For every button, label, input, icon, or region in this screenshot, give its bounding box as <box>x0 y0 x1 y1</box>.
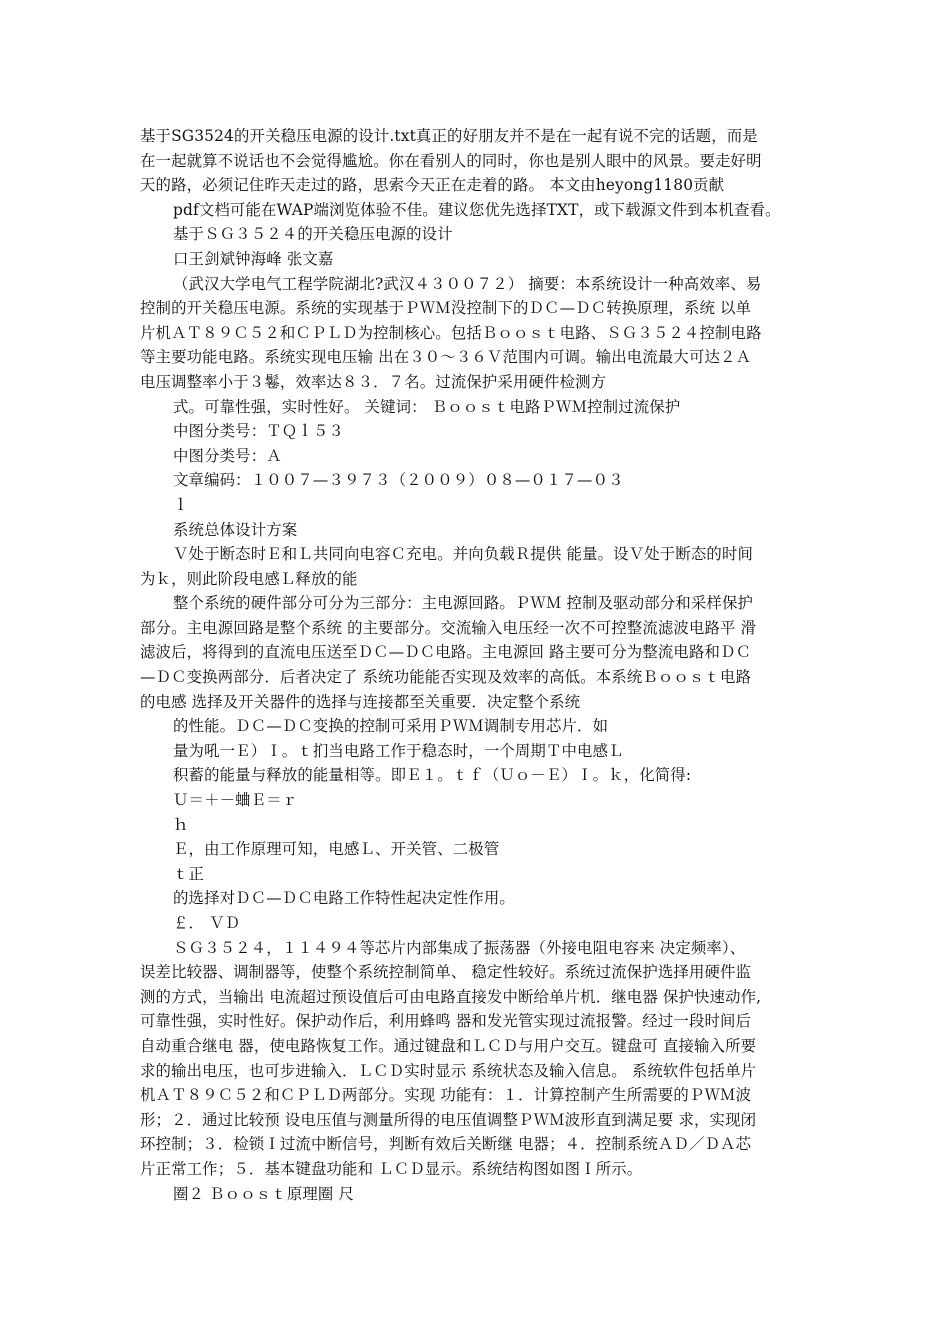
text-line: 积蓄的能量与释放的能量相等。即Ｅ１。ｔｆ（Ｕｏ－Ｅ）Ｉ。ｋ，化简得: <box>173 766 692 785</box>
text-line: Ｕ＝＋－蛐Ｅ＝ｒ <box>173 791 298 810</box>
text-line: ＳＧ３５２４，１１４９４等芯片内部集成了振荡器（外接电阻电容来 决定频率）、 <box>173 938 746 957</box>
text-line: 可靠性强，实时性好。保护动作后，利用蜂鸣 器和发光管实现过流报警。经过一段时间后 <box>140 1012 752 1031</box>
text-line: 自动重合继电 器，使电路恢复工作。通过键盘和ＬＣＤ与用户交互。键盘可 直接输入所要 <box>140 1036 757 1055</box>
text-line: 片正常工作；５．基本键盘功能和 ＬＣＤ显示。系统结构图如图Ｉ所示。 <box>140 1159 643 1178</box>
text-line: 机ＡＴ８９Ｃ５２和ＣＰＬＤ两部分。实现 功能有：１．计算控制产生所需要的ＰＷＭ波 <box>140 1086 752 1105</box>
text-line: 基于ＳＧ３５２４的开关稳压电源的设计 <box>173 225 453 244</box>
text-line: ｈ <box>173 815 189 834</box>
text-line: ｔ正 <box>173 864 205 883</box>
text-line: 中图分类号：ＴＱｌ５３ <box>173 422 344 441</box>
text-line: 控制的开关稳压电源。系统的实现基于ＰＷＭ没控制下的ＤＣ—ＤＣ转换原理，系统 以单 <box>140 299 752 318</box>
text-line: 电压调整率小于３鬈，效率达８３．７名。过流保护采用硬件检测方 <box>140 372 607 391</box>
text-line: 求的输出电压，也可步进输入．ＬＣＤ实时显示 系统状态及输入信息。 系统软件包括单片 <box>140 1061 757 1080</box>
text-line: 文章编码：１００７—３９７３（２００９）０８—０１７—０３ <box>173 471 624 490</box>
text-line: Ｖ处于断态时Ｅ和Ｌ共同向电容Ｃ充电。并向负载Ｒ提供 能量。设Ｖ处于断态的时间 <box>173 545 754 564</box>
text-line: Ｅ，由工作原理可知，电感Ｌ、开关管、二极管 <box>173 840 500 859</box>
text-line: 天的路，必须记住昨天走过的路，思索今天正在走着的路。 本文由heyong1180贡献 <box>140 176 725 195</box>
text-line: 在一起就算不说话也不会觉得尴尬。你在看别人的同时，你也是别人眼中的风景。要走好明 <box>140 151 762 170</box>
text-line: 圈２ Ｂｏｏｓｔ原理圈 尺 <box>173 1184 355 1203</box>
text-line: 的电感 选择及开关器件的选择与连接都至关重要．决定整个系统 <box>140 692 581 711</box>
text-line: —ＤＣ变换两部分．后者决定了 系统功能能否实现及效率的高低。本系统Ｂｏｏｓｔ电路 <box>140 668 752 687</box>
text-line: ￡． ＶＤ <box>173 914 241 932</box>
text-line: 形；２．通过比较预 设电压值与测量所得的电压值调整ＰＷＭ波形直到满足要 求，实现闭 <box>140 1110 757 1129</box>
text-line: 测的方式，当输出 电流超过预设值后可由电路直接发中断给单片机．继电器 保护快速动作, <box>140 987 762 1006</box>
text-line: 式。可靠性强，实时性好。 关键词： Ｂｏｏｓｔ电路ＰＷＭ控制过流保护 <box>173 397 681 416</box>
text-line: 滤波后，将得到的直流电压送至ＤＣ—ＤＣ电路。主电源回 路主要可分为整流电路和ＤＣ <box>140 643 752 662</box>
text-line: 部分。主电源回路是整个系统 的主要部分。交流输入电压经一次不可控整流滤波电路平 滑 <box>140 618 757 637</box>
text-line: 系统总体设计方案 <box>173 520 298 539</box>
text-line: 等主要功能电路。系统实现电压输 出在３０～３６Ｖ范围内可调。输出电流最大可达２Ａ <box>140 348 752 367</box>
text-line: 片机ＡＴ８９Ｃ５２和ＣＰＬＤ为控制核心。包括Ｂｏｏｓｔ电路、ＳＧ３５２４控制电路 <box>140 323 762 342</box>
text-line: 环控制；３．检锁Ｉ过流中断信号，判断有效后关断继 电器；４．控制系统ＡＤ／ＤＡ芯 <box>140 1135 752 1154</box>
text-line: 整个系统的硬件部分可分为三部分：主电源回路。ＰＷＭ 控制及驱动部分和采样保护 <box>173 594 754 613</box>
text-line: 量为吼一Ｅ）Ｉ。ｔ扪当电路工作于稳态时，一个周期Ｔ中电感Ｌ <box>173 741 624 760</box>
text-line: 的选择对ＤＣ—ＤＣ电路工作特性起决定性作用。 <box>173 889 515 908</box>
text-line: 中图分类号：Ａ <box>173 446 282 465</box>
text-line: 口王剑斌钟海峰 张文嘉 <box>173 249 334 268</box>
text-line: 基于SG3524的开关稳压电源的设计.txt真正的好朋友并不是在一起有说不完的话题，而是 <box>140 127 758 145</box>
text-line: （武汉大学电气工程学院湖北?武汉４３００７２） 摘要：本系统设计一种高效率、易 <box>173 274 762 293</box>
text-line: pdf文档可能在WAP端浏览体验不佳。建议您优先选择TXT，或下载源文件到本机查看。 <box>173 200 781 219</box>
text-line: 的性能。ＤＣ—ＤＣ变换的控制可采用ＰＷＭ调制专用芯片．如 <box>173 717 609 736</box>
text-line: 为ｋ，则此阶段电感Ｌ释放的能 <box>140 569 358 588</box>
text-line: 误差比较器、调制器等，使整个系统控制简单、 稳定性较好。系统过流保护选择用硬件监 <box>140 963 752 982</box>
text-line: ｌ <box>173 495 189 514</box>
